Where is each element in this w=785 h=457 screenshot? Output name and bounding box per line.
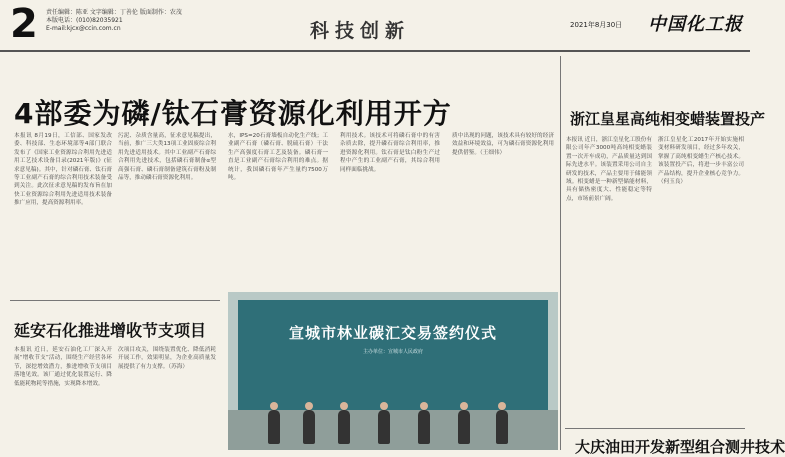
person-figure — [303, 410, 315, 444]
article-column — [118, 132, 216, 294]
column-divider — [560, 56, 561, 450]
editor-credits — [46, 9, 182, 33]
section-divider — [10, 300, 220, 301]
person-figure — [458, 410, 470, 444]
person-figure — [496, 410, 508, 444]
person-figure — [268, 410, 280, 444]
article-text: 质中出现的问题，该技术具有较好的经济效益和环境效益，可为磷石膏资源化利用提供借鉴。（王细伟） — [452, 133, 554, 156]
bottom-headline: 大庆油田开发新型组合测井技术 — [575, 438, 785, 456]
photo-banner-subtext: 主办单位：宣城市人民政府 — [362, 349, 423, 355]
masthead — [0, 0, 750, 52]
article-column — [118, 346, 216, 446]
side-headline: 浙江皇星高纯相变蜡装置投产 — [570, 110, 766, 128]
article-text: 浙江皇星化工2017年开始实施相变材料研发项目，经过多年攻关，掌握了高纯相变蜡生产核心技术。该装置投产后，将进一步丰富公司产品结构，提升企业核心竞争力。（何玉良） — [658, 137, 744, 186]
second-headline: 延安石化推进增收节支项目 — [14, 321, 207, 340]
article-text: 本报讯 近日，延安石油化工厂深入开展“增收节支”活动，围绕生产经营各环节，深挖增效潜力，推进增收节支项目落地见效。该厂通过优化装置运行、降低能耗物耗等措施，实现降本增效。 — [14, 347, 112, 387]
article-column — [228, 132, 328, 286]
article-column — [452, 132, 554, 286]
credit-line: 本版电话：(010)82035921 — [46, 17, 123, 24]
photo-banner-text: 宣城市林业碳汇交易签约仪式 — [288, 324, 497, 342]
main-headline: 4部委为磷/钛石膏资源化利用开方 — [14, 97, 452, 130]
person-head — [420, 402, 428, 410]
section-divider — [565, 428, 745, 429]
person-figure — [378, 410, 390, 444]
credit-line: 责任编辑：陈亚 文字编辑：丁善伦 版面制作：农茂 — [46, 9, 182, 16]
article-text: 本报讯 近日，浙江皇星化工股份有限公司年产3000吨高纯相变蜡装置一次开车成功，产品质量达到国际先进水平。该装置采用公司自主研发的技术，产品主要用于储能领域。相变蜡是一种新型储能材料，具有储热密度大、性能稳定等特点，市场前景广阔。 — [566, 137, 652, 202]
article-column — [14, 346, 112, 446]
person-head — [305, 402, 313, 410]
person-head — [340, 402, 348, 410]
article-column — [658, 136, 744, 424]
person-figure — [338, 410, 350, 444]
stage-backdrop — [238, 300, 548, 410]
person-head — [460, 402, 468, 410]
person-head — [380, 402, 388, 410]
newspaper-logo: 中国化工报 — [648, 14, 743, 35]
page-number: 2 — [10, 1, 38, 47]
article-text: 次项目攻关，围绕装置优化、降低消耗开展工作，效果明显，为企业高质量发展提供了有力支撑。（苏海） — [118, 347, 216, 370]
person-head — [270, 402, 278, 410]
credit-line: E-mail:kjcx@ccin.com.cn — [46, 25, 121, 32]
article-text: 利用技术。该技术可将磷石膏中的有害杂质去除，提升磷石膏综合利用率，推进资源化利用。钛石膏是钛白粉生产过程中产生的工业副产石膏，其综合利用同样面临挑战。 — [340, 133, 440, 173]
article-column — [340, 132, 440, 286]
section-title: 科技创新 — [310, 20, 411, 42]
news-photo — [228, 292, 558, 450]
article-text: 水，IPS=20石膏墙板自动化生产线；工业副产石膏（磷石膏、脱硫石膏）干法生产高强度石膏工艺及装备。磷石膏一直是工业副产石膏综合利用的难点。据统计，我国磷石膏年产生量约7500万吨。 — [228, 133, 328, 182]
article-column — [566, 136, 652, 424]
article-column — [14, 132, 112, 294]
article-text: 本报讯 8月19日，工信部、国家发改委、科技部、生态环境部等4部门联合发布了《国家工业资源综合利用先进适用工艺技术设备目录(2021年版)》(征求意见稿)。其中，针对磷石膏、钛石膏等工业副产石膏的综合利用技术装备受到关注。此次征求意见稿的发布旨在加快工业资源综合利用先进适用技术装备推广应用，提高资源利用率。 — [14, 133, 112, 207]
person-head — [498, 402, 506, 410]
issue-date: 2021年8月30日 — [570, 21, 623, 29]
person-figure — [418, 410, 430, 444]
article-text: 污泥、杂质含量高，征求意见稿提出，当前，推广三大类13项工业固废综合利用先进适用技术。其中工业副产石膏综合利用先进技术，包括磷石膏制备α型高强石膏、磷石膏制备建筑石膏粉及制品等，推动磷石膏资源化利用。 — [118, 133, 216, 182]
